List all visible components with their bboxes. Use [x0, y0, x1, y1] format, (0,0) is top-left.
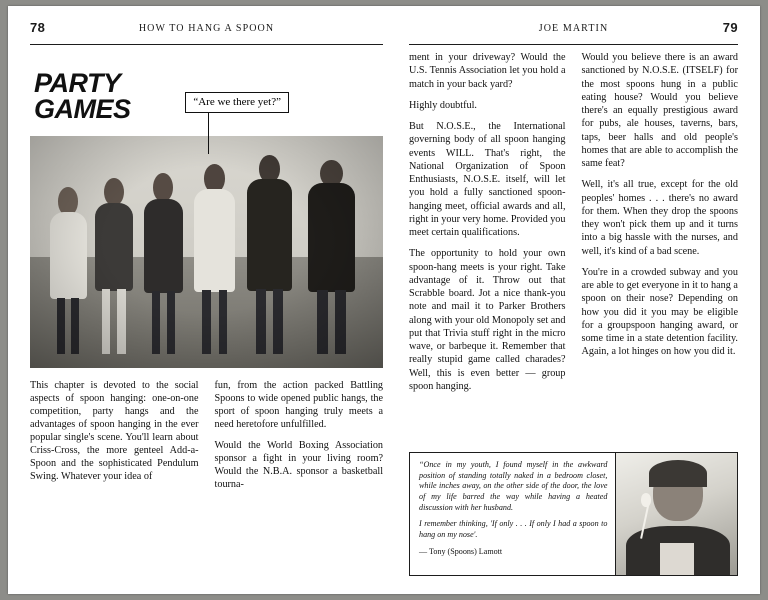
book-spread — [8, 6, 760, 594]
party-guests-lineup-photo — [30, 136, 383, 368]
photo-callout-bubble: “Are we there yet?” — [185, 92, 289, 113]
running-head-right — [409, 20, 738, 42]
testimonial-quote-2: I remember thinking, 'If only . . . If only I had a spoon to hang on my nose'. — [419, 519, 608, 540]
running-title-right: JOE MARTIN — [538, 23, 609, 34]
testimonial-attribution: — Tony (Spoons) Lamott — [419, 546, 503, 556]
testimonial-box — [409, 452, 738, 576]
paragraph: ment in your driveway? Would the U.S. Tennis Association let you hold a match in your back yard? — [409, 52, 566, 90]
chapter-title-line2: GAMES — [34, 93, 131, 124]
paragraph: But N.O.S.E., the International governing body of all spoon hanging events WILL. That's right, the National Organization of Spoon Enthusiasts, N.O.S.E. itself, will let you hold a fully sanctioned spoon-hanging meet, official awards and all, right in your very home. Provided you meet certain qualifications. — [409, 121, 566, 238]
right-column-2 — [582, 51, 738, 451]
folio-left: 78 — [30, 20, 46, 35]
testimonial-text — [410, 453, 615, 575]
testimonial-photo-hair — [649, 460, 707, 487]
left-page — [8, 6, 399, 594]
chapter-title-line1: PARTY — [34, 68, 121, 98]
paragraph: Highly doubtful. — [409, 99, 477, 111]
paragraph: Would you believe there is an award sanctioned by N.O.S.E. (ITSELF) for the most spoons hung in a public eating house? Would you believe there's an equally prestigious award for pubs, ale houses, taverns, bars, taps, beer halls and old people's homes that are able to accomplish the same feat? — [581, 52, 738, 169]
paragraph: You're in a crowded subway and you are able to get everyone in it to hang a spoon on their nose? Depending on how you did it you may be eligible for a groupspoon hanging award, or some time in a state detention facility. Again, a lot hinges on how you did it. — [581, 266, 738, 358]
testimonial-photo-shirt — [660, 543, 694, 575]
photo-callout-leader-line — [208, 112, 209, 154]
paragraph: Would the World Boxing Association sponsor a fight in your living room? Would the N.B.A. sponsor a basketball tourna- — [214, 440, 384, 490]
paragraph: fun, from the action packed Battling Spoons to wide opened public hangs, the sport of spoon hanging truly meets a need heretofore unfulfilled. — [214, 380, 384, 431]
spoon-bowl-icon — [641, 493, 652, 506]
running-head-left — [30, 20, 383, 42]
running-title-left: HOW TO HANG A SPOON — [138, 23, 275, 34]
paragraph: The opportunity to hold your own spoon-hang meets is your right. Take advantage of it. Throw out that Scrabble board. Jot a nice thank-you note and mail it to Parker Brothers along with your old Monopoly set and put that Trivia stuff right in the micro wave, or barbeque it. Remember that really stupid game called charades? Well, this is even better — group spoon hanging. — [409, 248, 566, 392]
right-page-columns — [409, 51, 738, 451]
paragraph: Well, it's all true, except for the old peoples' homes . . . there's no award for them. When they drop the spoons they won't pick them up and it turns into a big hassle with the nurses, and well, it's kind of a bad scene. — [581, 179, 738, 257]
right-column-1 — [409, 51, 565, 451]
paragraph: This chapter is devoted to the social aspects of spoon hanging: one-on-one competition, party hangs and the advantages of spoon hanging in the ever popular single's scene. You'll learn about Criss-Cross, the more genteel Add-a-Spoon and the sophisticated Pendulum Swing. Whatever your idea of — [30, 380, 199, 482]
folio-right: 79 — [722, 20, 738, 35]
header-rule-left — [30, 44, 383, 45]
left-page-body — [30, 380, 383, 496]
right-page — [399, 6, 760, 594]
photo-vignette — [30, 136, 383, 368]
testimonial-quote-1: “Once in my youth, I found myself in the awkward position of standing totally naked in a bedroom closet, while inches away, on the other side of the door, the love of my life barred the way while having a heated discussion with her husband. — [419, 460, 608, 512]
tony-spoons-lamott-photo — [615, 453, 737, 575]
header-rule-right — [409, 44, 738, 45]
